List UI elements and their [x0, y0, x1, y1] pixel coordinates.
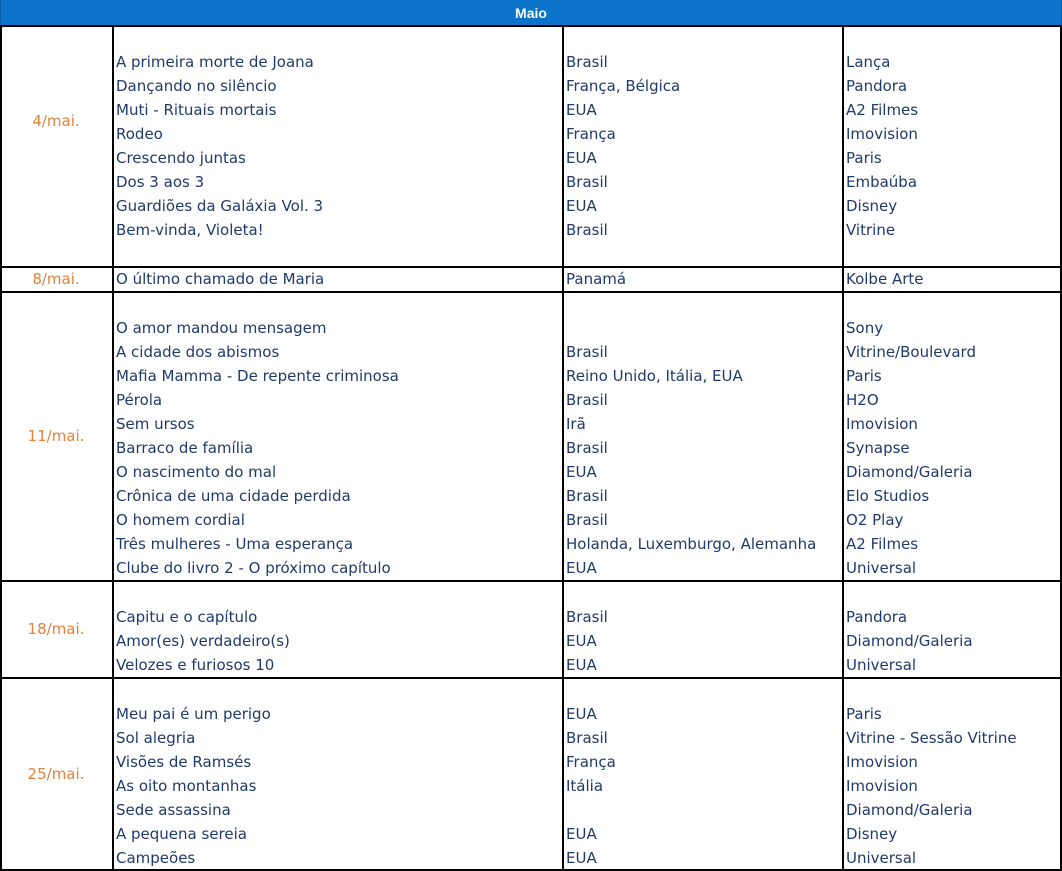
film-country: Brasil: [566, 391, 608, 409]
film-country: Reino Unido, Itália, EUA: [566, 367, 743, 385]
film-country: EUA: [566, 705, 597, 723]
film-country: EUA: [566, 632, 597, 650]
film-distributor: Diamond/Galeria: [846, 632, 973, 650]
film-country: Irã: [566, 415, 586, 433]
film-title: Barraco de família: [116, 439, 254, 457]
column-cell: [0, 25, 112, 266]
film-title: Visões de Ramsés: [116, 753, 252, 771]
film-distributor: Elo Studios: [846, 487, 930, 505]
film-title: Dos 3 aos 3: [116, 173, 205, 191]
film-title: O nascimento do mal: [116, 463, 277, 481]
film-country: EUA: [566, 463, 597, 481]
film-country: Panamá: [566, 270, 627, 288]
film-distributor: Vitrine: [846, 221, 896, 239]
film-distributor: A2 Filmes: [846, 535, 919, 553]
film-distributor: Vitrine - Sessão Vitrine: [846, 729, 1017, 747]
film-title: Velozes e furiosos 10: [116, 656, 275, 674]
film-country: Brasil: [566, 53, 608, 71]
film-title: Meu pai é um perigo: [116, 705, 271, 723]
film-distributor: O2 Play: [846, 511, 904, 529]
row-divider: [0, 291, 1062, 293]
film-distributor: Disney: [846, 825, 898, 843]
film-country: Brasil: [566, 487, 608, 505]
film-country: EUA: [566, 197, 597, 215]
film-distributor: Kolbe Arte: [846, 270, 924, 288]
film-distributor: Synapse: [846, 439, 910, 457]
film-title: Amor(es) verdadeiro(s): [116, 632, 290, 650]
film-title: Sede assassina: [116, 801, 231, 819]
film-country: EUA: [566, 825, 597, 843]
film-distributor: Paris: [846, 367, 882, 385]
film-distributor: Universal: [846, 849, 917, 867]
film-country: Brasil: [566, 221, 608, 239]
film-country: França, Bélgica: [566, 77, 681, 95]
row-divider: [0, 25, 1062, 27]
film-distributor: Diamond/Galeria: [846, 801, 973, 819]
film-country: Brasil: [566, 729, 608, 747]
film-distributor: Sony: [846, 319, 884, 337]
film-distributor: Vitrine/Boulevard: [846, 343, 976, 361]
film-distributor: Lança: [846, 53, 891, 71]
film-title: As oito montanhas: [116, 777, 257, 795]
release-date: 11/mai.: [27, 427, 85, 445]
film-title: Rodeo: [116, 125, 163, 143]
film-country: França: [566, 125, 616, 143]
film-distributor: Imovision: [846, 777, 918, 795]
film-country: Itália: [566, 777, 604, 795]
film-distributor: Universal: [846, 656, 917, 674]
film-distributor: Imovision: [846, 753, 918, 771]
film-distributor: Paris: [846, 149, 882, 167]
film-title: Três mulheres - Uma esperança: [116, 535, 354, 553]
film-country: Brasil: [566, 511, 608, 529]
film-title: Campeões: [116, 849, 196, 867]
film-title: Sol alegria: [116, 729, 196, 747]
release-date: 25/mai.: [27, 765, 85, 783]
film-country: Brasil: [566, 343, 608, 361]
film-distributor: Pandora: [846, 77, 908, 95]
film-distributor: Imovision: [846, 415, 918, 433]
film-country: França: [566, 753, 616, 771]
film-distributor: Imovision: [846, 125, 918, 143]
row-divider: [0, 677, 1062, 679]
film-title: A primeira morte de Joana: [116, 53, 314, 71]
row-divider: [0, 580, 1062, 582]
film-title: Dançando no silêncio: [116, 77, 277, 95]
film-title: Bem-vinda, Violeta!: [116, 221, 264, 239]
release-date: 18/mai.: [27, 620, 85, 638]
film-title: Crônica de uma cidade perdida: [116, 487, 351, 505]
film-distributor: Universal: [846, 559, 917, 577]
film-country: Brasil: [566, 173, 608, 191]
film-distributor: H2O: [846, 391, 879, 409]
film-country: Brasil: [566, 439, 608, 457]
film-country: EUA: [566, 656, 597, 674]
film-distributor: Diamond/Galeria: [846, 463, 973, 481]
film-title: Capitu e o capítulo: [116, 608, 258, 626]
film-title: A pequena sereia: [116, 825, 247, 843]
film-distributor: Embaúba: [846, 173, 918, 191]
film-title: Sem ursos: [116, 415, 195, 433]
film-distributor: A2 Filmes: [846, 101, 919, 119]
film-distributor: Disney: [846, 197, 898, 215]
film-country: EUA: [566, 101, 597, 119]
film-distributor: Pandora: [846, 608, 908, 626]
release-date: 4/mai.: [32, 112, 80, 130]
film-country: EUA: [566, 849, 597, 867]
month-header: Maio: [0, 0, 1062, 25]
film-country: Holanda, Luxemburgo, Alemanha: [566, 535, 817, 553]
film-country: Brasil: [566, 608, 608, 626]
film-distributor: Paris: [846, 705, 882, 723]
film-title: O amor mandou mensagem: [116, 319, 327, 337]
film-country: EUA: [566, 559, 597, 577]
film-country: EUA: [566, 149, 597, 167]
film-title: Clube do livro 2 - O próximo capítulo: [116, 559, 391, 577]
film-title: Mafia Mamma - De repente criminosa: [116, 367, 399, 385]
film-title: Guardiões da Galáxia Vol. 3: [116, 197, 324, 215]
release-date: 8/mai.: [32, 270, 80, 288]
film-title: A cidade dos abismos: [116, 343, 280, 361]
film-title: Crescendo juntas: [116, 149, 246, 167]
film-title: O homem cordial: [116, 511, 245, 529]
film-title: O último chamado de Maria: [116, 270, 325, 288]
film-title: Pérola: [116, 391, 163, 409]
film-title: Muti - Rituais mortais: [116, 101, 277, 119]
